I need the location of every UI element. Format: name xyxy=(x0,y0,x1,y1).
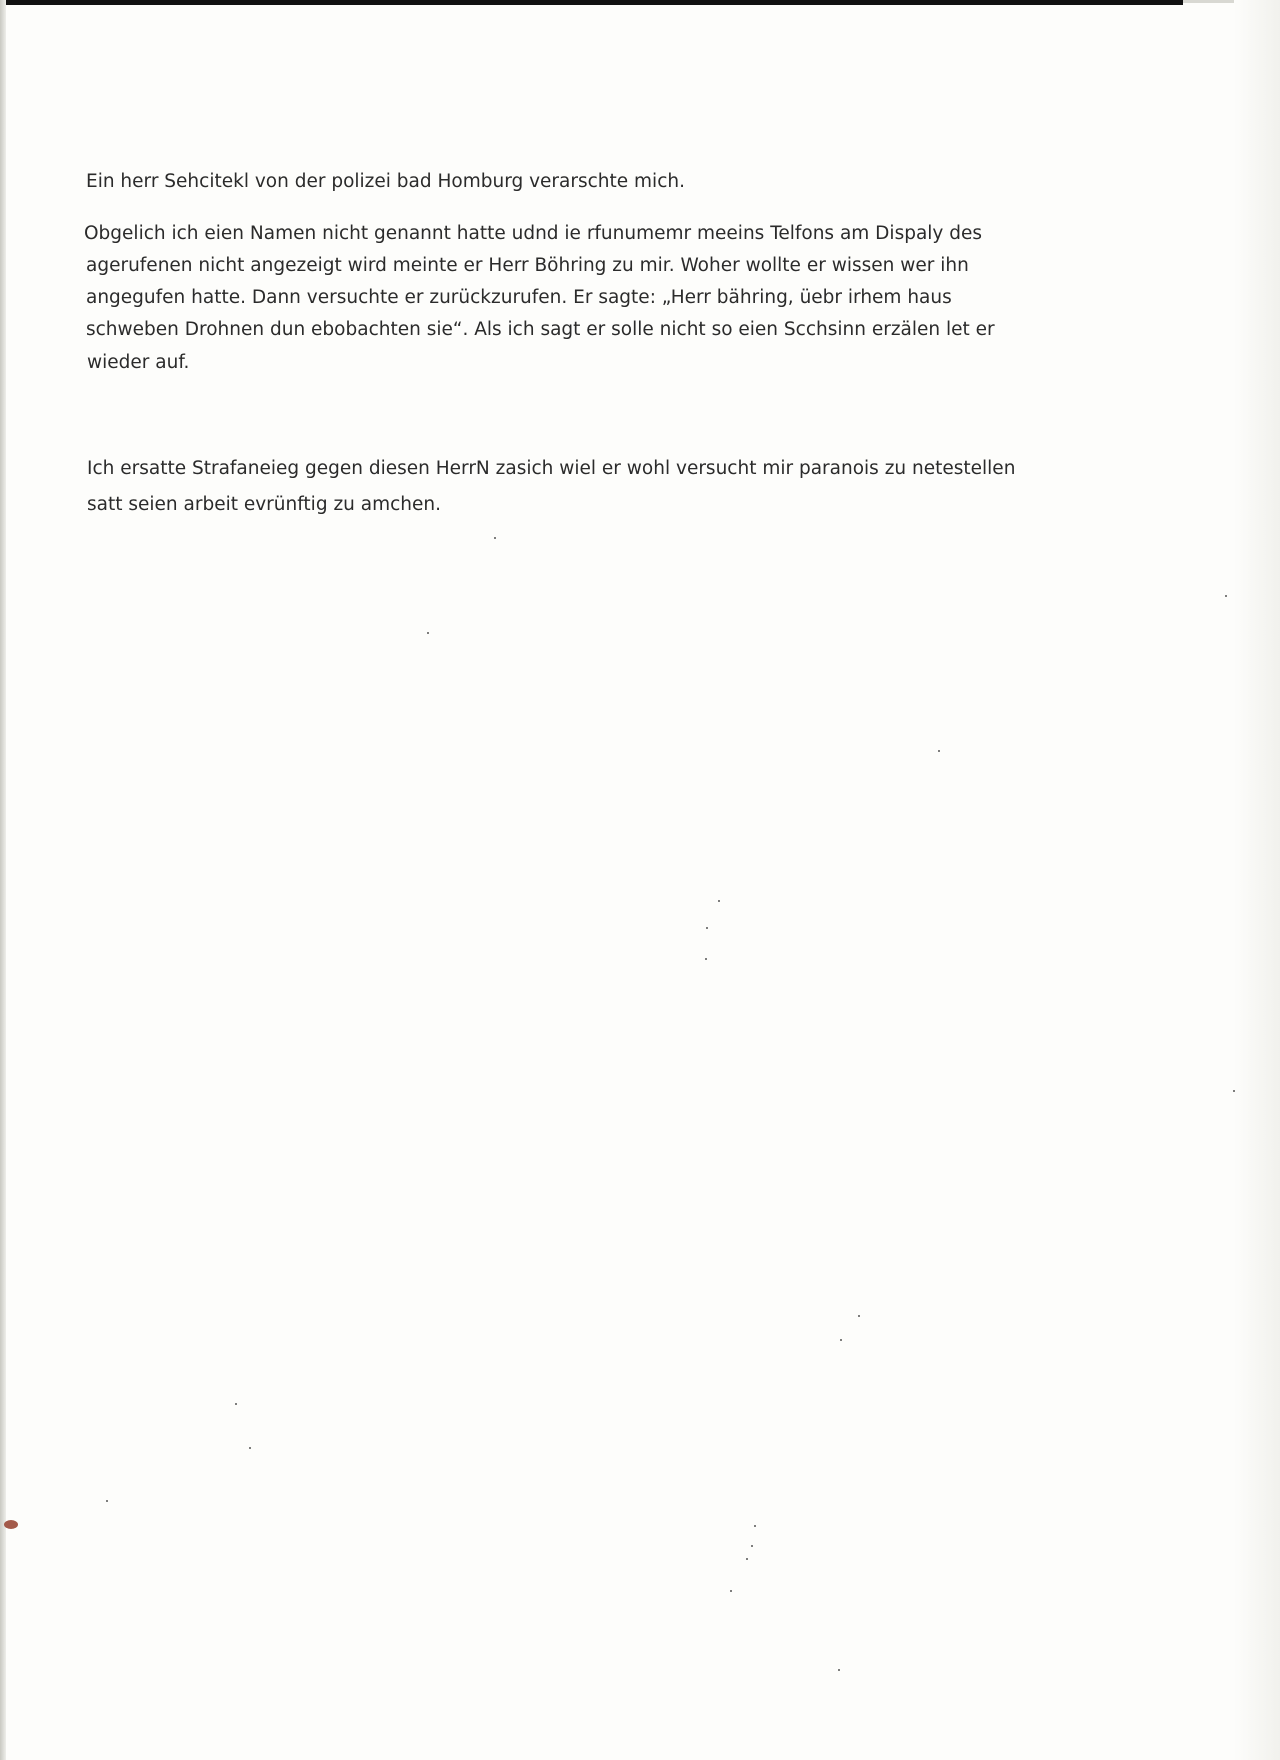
scan-speck xyxy=(840,1339,842,1341)
scan-stain xyxy=(4,1520,18,1529)
scan-speck xyxy=(730,1590,732,1592)
paragraph-line: Obgelich ich eien Namen nicht genannt hatte udnd ie rfunumemr meeins Telfons am Dispaly des xyxy=(84,223,983,244)
scan-speck xyxy=(427,632,429,634)
scan-left-edge xyxy=(0,0,6,1760)
scan-speck xyxy=(235,1403,237,1405)
scan-right-edge xyxy=(1234,0,1280,1760)
scan-speck xyxy=(706,927,708,929)
scan-top-edge xyxy=(0,0,1183,5)
scan-speck xyxy=(494,537,496,539)
scan-speck xyxy=(705,958,707,960)
paragraph-line: agerufenen nicht angezeigt wird meinte er Herr Böhring zu mir. Woher wollte er wissen wer ihn xyxy=(86,255,969,276)
scan-speck xyxy=(751,1545,753,1547)
paragraph-line: schweben Drohnen dun ebobachten sie“. Als ich sagt er solle nicht so eien Scchsinn erzälen let er xyxy=(86,319,995,340)
scan-speck xyxy=(1233,1090,1235,1092)
scan-speck xyxy=(938,750,940,752)
scan-speck xyxy=(754,1525,756,1527)
paragraph-line: wieder auf. xyxy=(87,352,190,373)
paragraph-line: Ich ersatte Strafaneieg gegen diesen HerrN zasich wiel er wohl versucht mir paranois zu netestellen xyxy=(87,458,1016,479)
scan-speck xyxy=(106,1500,108,1502)
scan-speck xyxy=(249,1447,251,1449)
paragraph-line: angegufen hatte. Dann versuchte er zurückzurufen. Er sagte: „Herr bähring, üebr irhem haus xyxy=(86,287,952,308)
scan-speck xyxy=(718,900,720,902)
scan-speck xyxy=(746,1558,748,1560)
scan-speck xyxy=(858,1315,860,1317)
scan-speck xyxy=(1225,595,1227,597)
paragraph-line: Ein herr Sehcitekl von der polizei bad Homburg verarschte mich. xyxy=(86,171,685,192)
paragraph-line: satt seien arbeit evrünftig zu amchen. xyxy=(87,494,442,515)
scan-speck xyxy=(838,1669,840,1671)
